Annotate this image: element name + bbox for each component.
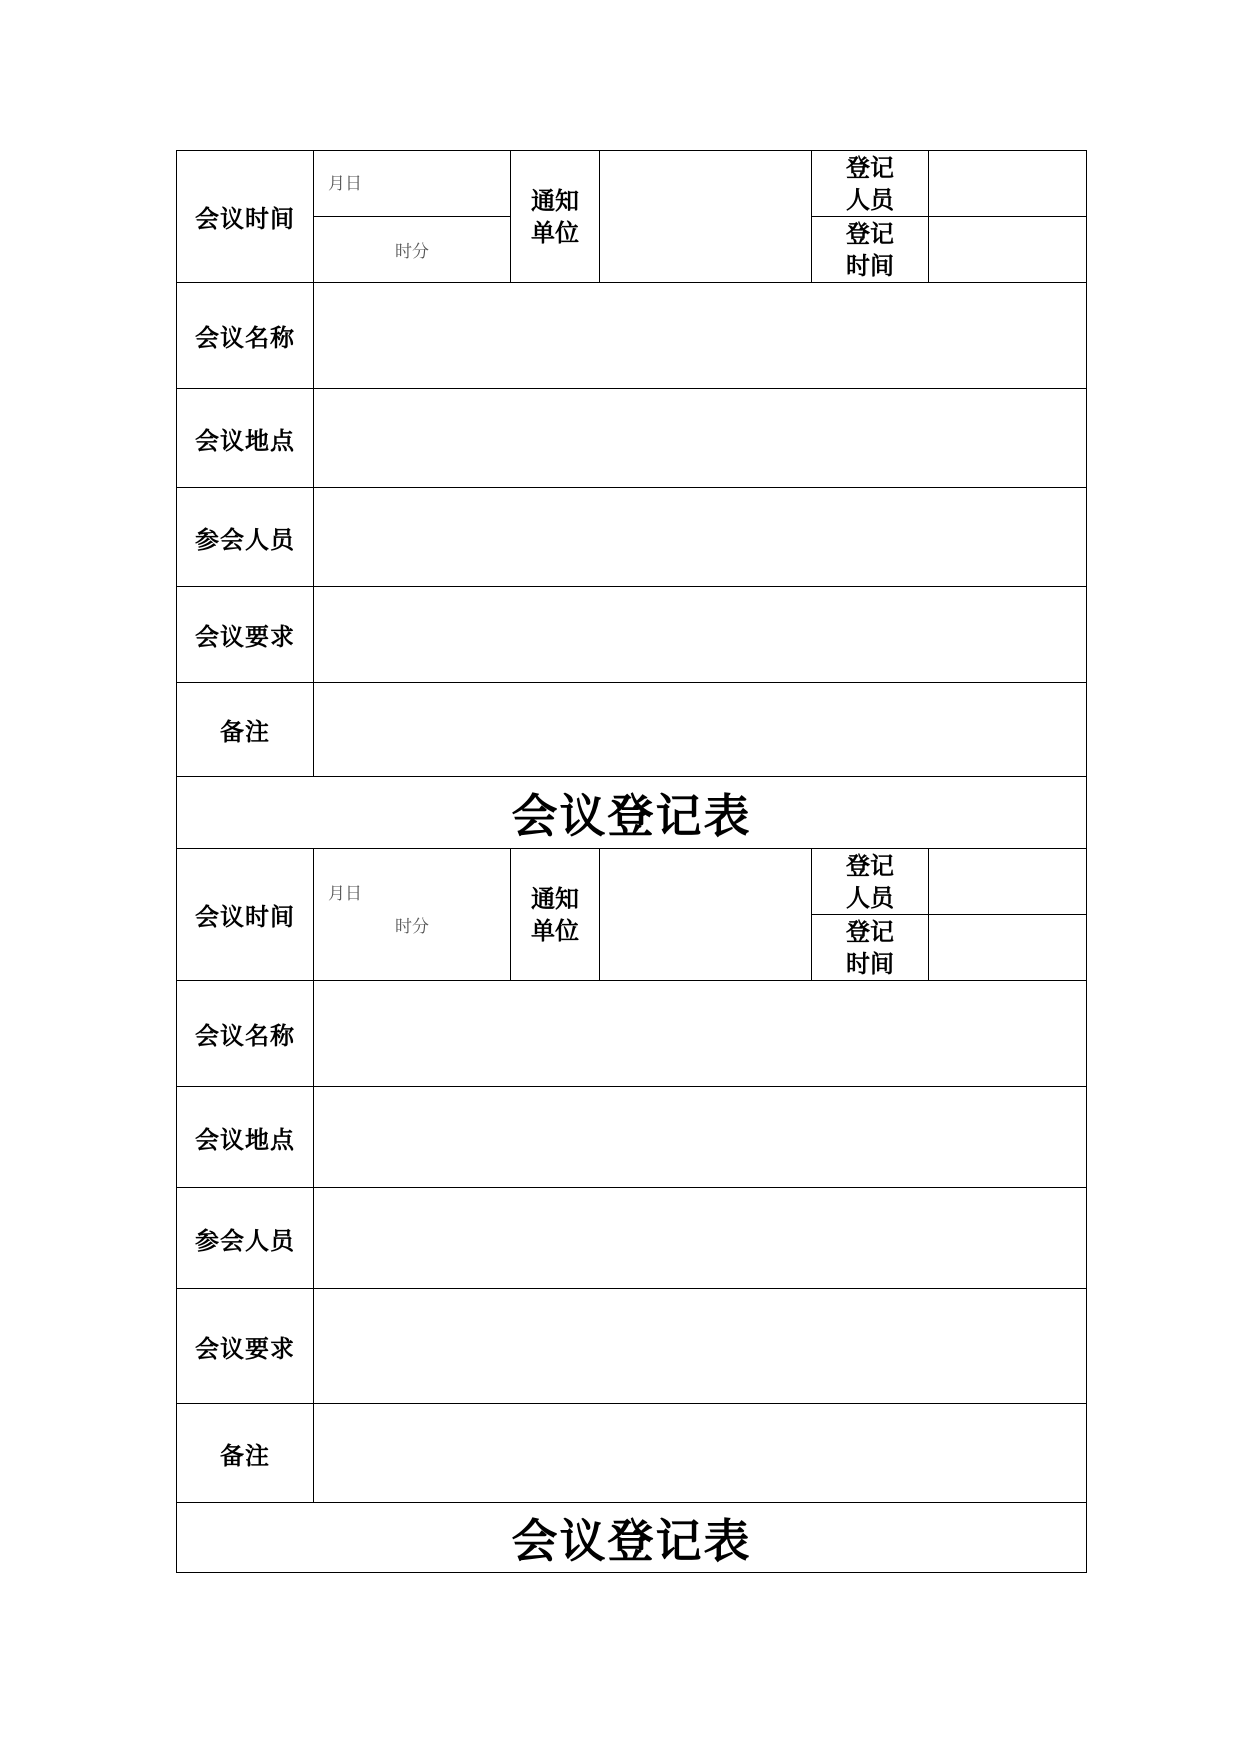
notify-unit-label xyxy=(511,849,600,981)
attendees-field[interactable] xyxy=(314,488,1087,587)
attendees-label: 参会人员 xyxy=(177,1188,314,1289)
month-day-time-field[interactable] xyxy=(314,849,511,981)
hour-minute-hint: 时分 xyxy=(395,242,429,262)
month-day-field[interactable] xyxy=(314,151,511,217)
attendees-field[interactable] xyxy=(314,1188,1087,1289)
meeting-name-field[interactable] xyxy=(314,283,1087,389)
notify-unit-label xyxy=(511,151,600,283)
meeting-time-label: 会议时间 xyxy=(177,849,314,981)
register-time-field[interactable] xyxy=(929,915,1087,981)
registrar-label-line2: 人员 xyxy=(846,883,894,912)
form-title: 会议登记表 xyxy=(177,1503,1087,1573)
registrar-label-line1: 登记 xyxy=(846,851,894,880)
register-time-label xyxy=(812,217,929,283)
form-title: 会议登记表 xyxy=(177,777,1087,849)
meeting-name-field[interactable] xyxy=(314,981,1087,1087)
remarks-label: 备注 xyxy=(177,683,314,777)
meeting-requirements-label: 会议要求 xyxy=(177,1289,314,1404)
registrar-field[interactable] xyxy=(929,151,1087,217)
meeting-requirements-field[interactable] xyxy=(314,1289,1087,1404)
register-time-label-line1: 登记 xyxy=(846,219,894,248)
registrar-field[interactable] xyxy=(929,849,1087,915)
notify-unit-field[interactable] xyxy=(600,849,812,981)
meeting-place-field[interactable] xyxy=(314,1087,1087,1188)
notify-unit-label-line2: 单位 xyxy=(531,916,579,945)
meeting-time-label: 会议时间 xyxy=(177,151,314,283)
notify-unit-label-line1: 通知 xyxy=(531,884,579,913)
notify-unit-label-line1: 通知 xyxy=(531,186,579,215)
register-time-label-line2: 时间 xyxy=(846,949,894,978)
meeting-requirements-label: 会议要求 xyxy=(177,587,314,683)
remarks-field[interactable] xyxy=(314,683,1087,777)
meeting-requirements-field[interactable] xyxy=(314,587,1087,683)
notify-unit-label-line2: 单位 xyxy=(531,218,579,247)
month-day-hint: 月日 xyxy=(328,174,362,194)
register-time-label xyxy=(812,915,929,981)
month-day-hint: 月日 xyxy=(328,884,362,904)
remarks-field[interactable] xyxy=(314,1404,1087,1503)
register-time-field[interactable] xyxy=(929,217,1087,283)
register-time-label-line1: 登记 xyxy=(846,917,894,946)
meeting-registration-form xyxy=(176,150,1086,1573)
hour-minute-field[interactable] xyxy=(314,217,511,283)
register-time-label-line2: 时间 xyxy=(846,251,894,280)
hour-minute-hint: 时分 xyxy=(395,917,429,937)
registrar-label xyxy=(812,151,929,217)
notify-unit-field[interactable] xyxy=(600,151,812,283)
meeting-place-label: 会议地点 xyxy=(177,1087,314,1188)
meeting-place-field[interactable] xyxy=(314,389,1087,488)
registrar-label-line2: 人员 xyxy=(846,185,894,214)
registrar-label-line1: 登记 xyxy=(846,153,894,182)
meeting-name-label: 会议名称 xyxy=(177,981,314,1087)
registration-table xyxy=(176,150,1087,1573)
meeting-name-label: 会议名称 xyxy=(177,283,314,389)
attendees-label: 参会人员 xyxy=(177,488,314,587)
registrar-label xyxy=(812,849,929,915)
remarks-label: 备注 xyxy=(177,1404,314,1503)
meeting-place-label: 会议地点 xyxy=(177,389,314,488)
